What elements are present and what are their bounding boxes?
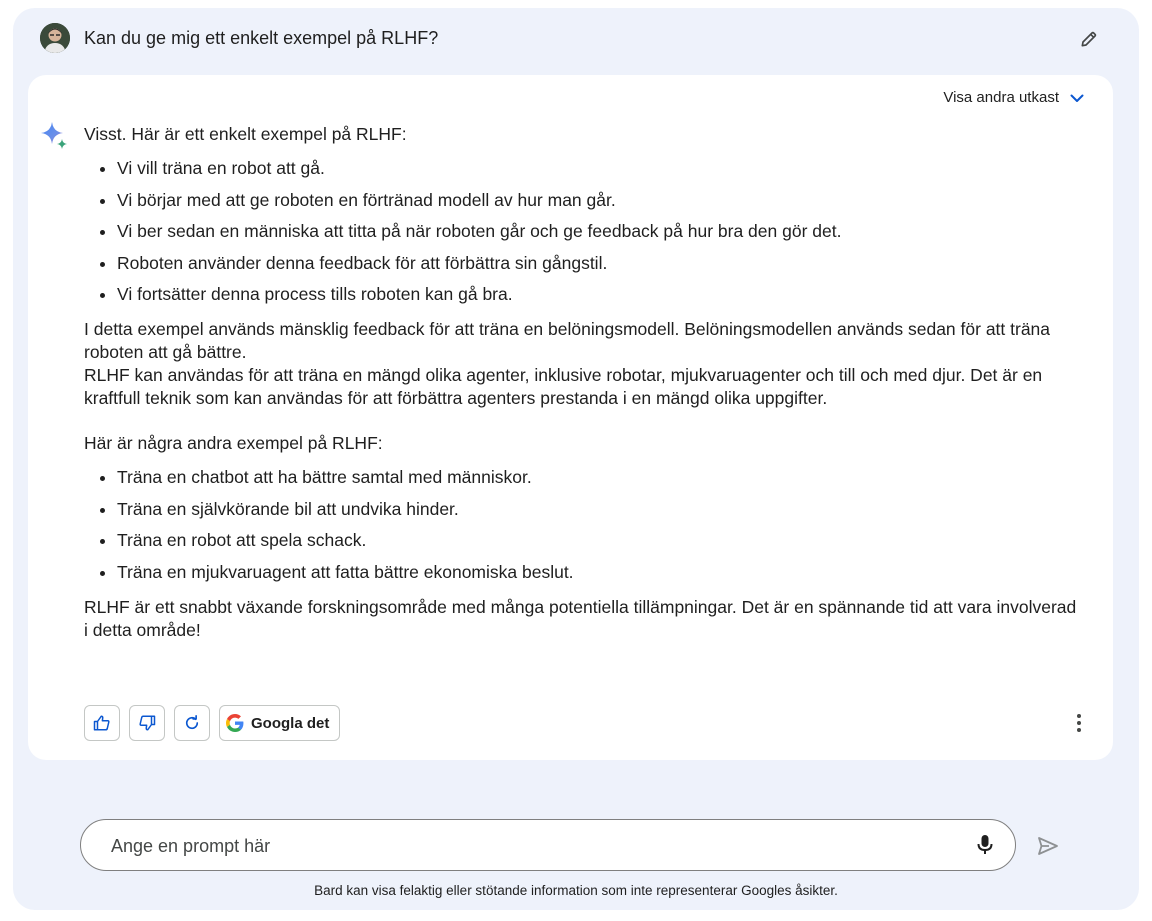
regenerate-button[interactable] — [174, 705, 210, 741]
list-item: • Träna en självkörande bil att undvika hinder. — [117, 498, 1084, 521]
thumbs-up-icon — [93, 714, 111, 732]
google-it-label: Googla det — [251, 714, 330, 732]
list-item: • Vi vill träna en robot att gå. — [117, 157, 1084, 180]
prompt-input[interactable] — [109, 832, 933, 860]
drafts-label: Visa andra utkast — [943, 89, 1059, 106]
google-it-button[interactable] — [219, 705, 340, 741]
user-query — [40, 22, 1110, 56]
edit-query-button[interactable] — [1076, 26, 1102, 52]
list-item: • Roboten använder denna feedback för att förbättra sin gångstil. — [117, 252, 1084, 275]
explanation-paragraph-2: RLHF kan användas för att träna en mängd olika agenter, inklusive robotar, mjukvaruagenter och till och med djur. Det är en kraftfull teknik som kan användas för att förbättra agenters prestanda i en mängd olika uppgifter. — [84, 365, 1043, 408]
response-content — [84, 123, 1084, 642]
send-button[interactable] — [1034, 832, 1062, 860]
list-item: • Träna en mjukvaruagent att fatta bättre ekonomiska beslut. — [117, 561, 1084, 584]
explanation-paragraph-1: I detta exempel används mänsklig feedback för att träna en belöningsmodell. Belöningsmodellen används sedan för att träna roboten att gå bättre. — [84, 319, 1051, 362]
google-g-icon — [226, 714, 244, 732]
query-text: Kan du ge mig ett enkelt exempel på RLHF? — [84, 28, 439, 48]
list-item: • Träna en robot att spela schack. — [117, 529, 1084, 552]
thumbs-down-icon — [138, 714, 156, 732]
pencil-icon — [1079, 29, 1099, 49]
other-examples-intro: Här är några andra exempel på RLHF: — [84, 433, 383, 453]
microphone-icon — [977, 834, 993, 856]
other-examples-list — [84, 466, 1084, 584]
refresh-icon — [183, 714, 201, 732]
more-vert-icon — [1076, 713, 1082, 733]
steps-list — [84, 157, 1084, 306]
response-actions — [84, 705, 340, 741]
list-item: • Träna en chatbot att ha bättre samtal med människor. — [117, 466, 1084, 489]
chevron-down-icon — [1069, 90, 1085, 106]
disclaimer-text: Bard kan visa felaktig eller stötande information som inte representerar Googles åsikter. — [314, 883, 838, 898]
response-card — [28, 75, 1113, 760]
closing-paragraph: RLHF är ett snabbt växande forskningsområde med många potentiella tillämpningar. Det är en spännande tid att vara involverad i detta område! — [84, 596, 1077, 640]
list-item: • Vi fortsätter denna process tills roboten kan gå bra. — [117, 283, 1084, 306]
thumbs-down-button[interactable] — [129, 705, 165, 741]
microphone-button[interactable] — [973, 833, 997, 857]
list-item: • Vi ber sedan en människa att titta på när roboten går och ge feedback på hur bra den gör det. — [117, 220, 1084, 243]
more-options-button[interactable] — [1067, 711, 1091, 735]
thumbs-up-button[interactable] — [84, 705, 120, 741]
show-drafts-toggle[interactable] — [943, 89, 1085, 106]
bard-sparkle-icon — [40, 121, 70, 151]
user-avatar[interactable] — [40, 23, 70, 53]
list-item: • Vi börjar med att ge roboten en förtränad modell av hur man går. — [117, 189, 1084, 212]
response-intro: Visst. Här är ett enkelt exempel på RLHF: — [84, 124, 407, 144]
send-icon — [1037, 836, 1059, 856]
prompt-box — [80, 819, 1016, 871]
